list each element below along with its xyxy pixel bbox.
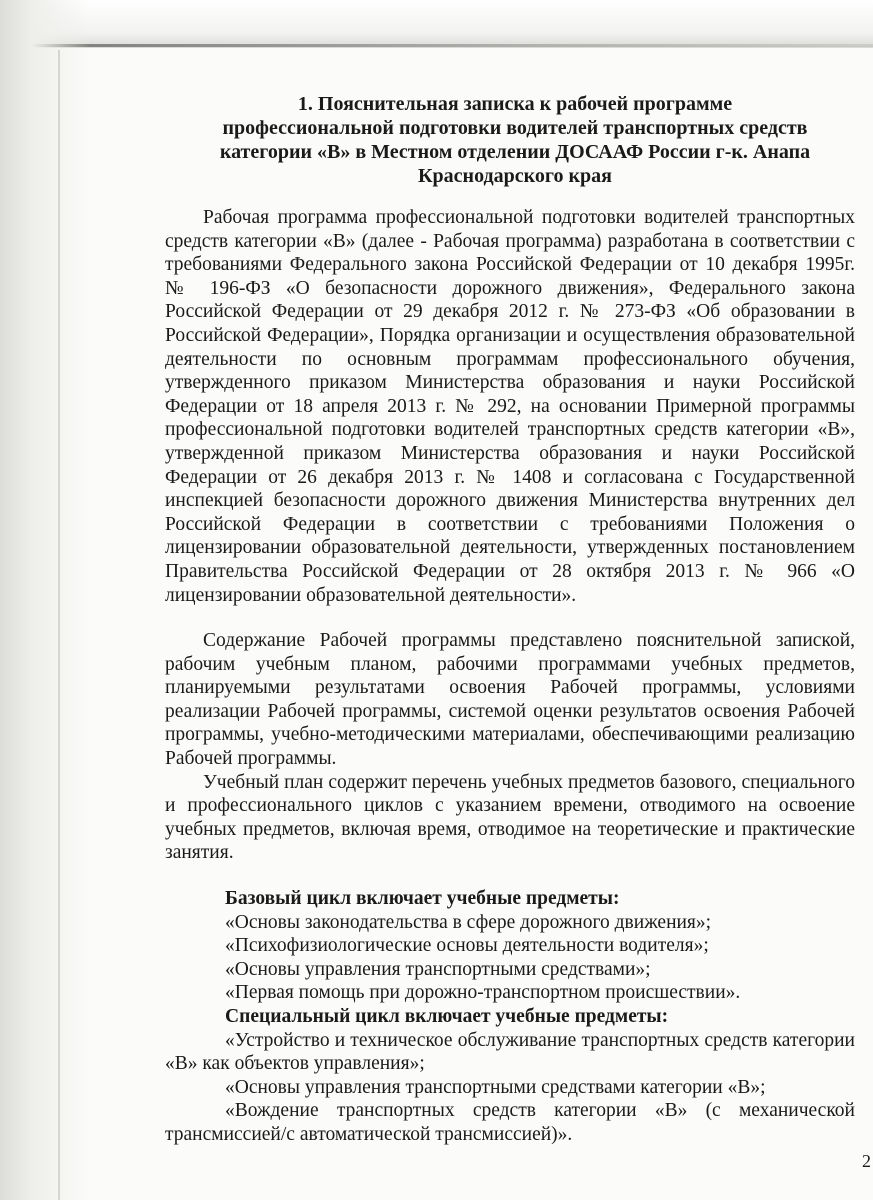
title-line: 1. Пояснительная записка к рабочей программе (297, 93, 733, 115)
list-item: «Основы управления транспортными средствами категории «В»; (225, 1076, 766, 1098)
page-top-fold (0, 0, 873, 48)
spacer (165, 607, 855, 629)
list-item: «Устройство и техническое обслуживание транспортных средств категории «В» как объектов управления»; (165, 1029, 855, 1075)
spacer (165, 865, 855, 887)
title-line: профессиональной подготовки водителей транспортных средств (222, 117, 808, 139)
binding-shadow (0, 0, 90, 1200)
list-item: «Первая помощь при дорожно-транспортном происшествии». (225, 982, 741, 1004)
page-crease (58, 50, 60, 1200)
document-title (175, 92, 855, 188)
fold-shadow-line (0, 44, 873, 47)
title-line: Краснодарского края (418, 165, 612, 187)
special-cycle-heading: Специальный цикл включает учебные предметы: (225, 1006, 669, 1027)
paragraph-legal-basis: Рабочая программа профессиональной подготовки водителей транспортных средств категории «В» (далее - Рабочая программа) разработана в соответствии с требованиями Федерального закона Российской Федерации от 10 декабря 1995г. № 196-ФЗ «О безопасности дорожного движения», Федерального закона Российской Федерации от 29 декабря 2012 г. № 273-ФЗ «Об образовании в Российской Федерации», Порядка организации и осуществления образовательной деятельности по основным программам профессионального обучения, утвержденного приказом Министерства образования и науки Российской Федерации от 18 апреля 2013 г. № 292, на основании Примерной программы профессиональной подготовки водителей транспортных средств категории «В», утвержденной приказом Министерства образования и науки Российской Федерации от 26 декабря 2013 г. № 1408 и согласована с Государственной инспекцией безопасности дорожного движения Министерства внутренних дел Российской Федерации в соответствии с требованиями Положения о лицензировании образовательной деятельности, утвержденных постановлением Правительства Российской Федерации от 28 октября 2013 г. № 966 «О лицензировании образовательной деятельности». (165, 207, 855, 606)
page-number: 2 (862, 1151, 871, 1171)
list-item: «Основы управления транспортными средствами»; (225, 958, 651, 980)
title-line: категории «В» в Местном отделении ДОСААФ России г-к. Анапа (219, 141, 811, 163)
list-item: «Вождение транспортных средств категории «В» (с механической трансмиссией/с автоматической трансмиссией)». (165, 1100, 855, 1145)
paragraph-content: Содержание Рабочей программы представлено пояснительной запиской, рабочим учебным планом, рабочими программами учебных предметов, планируемыми результатами освоения Рабочей программы, условиями реализации Рабочей программы, системой оценки результатов освоения Рабочей программы, учебно-методическими материалами, обеспечивающими реализацию Рабочей программы. (165, 630, 855, 770)
list-item: «Основы законодательства в сфере дорожного движения»; (225, 911, 712, 933)
paragraph-curriculum: Учебный план содержит перечень учебных предметов базового, специального и профессионального циклов с указанием времени, отводимого на освоение учебных предметов, включая время, отводимое на теоретические и практические занятия. (165, 771, 855, 864)
document-body (165, 92, 855, 1147)
list-item: «Психофизиологические основы деятельности водителя»; (225, 935, 709, 957)
base-cycle-heading: Базовый цикл включает учебные предметы: (225, 888, 620, 910)
